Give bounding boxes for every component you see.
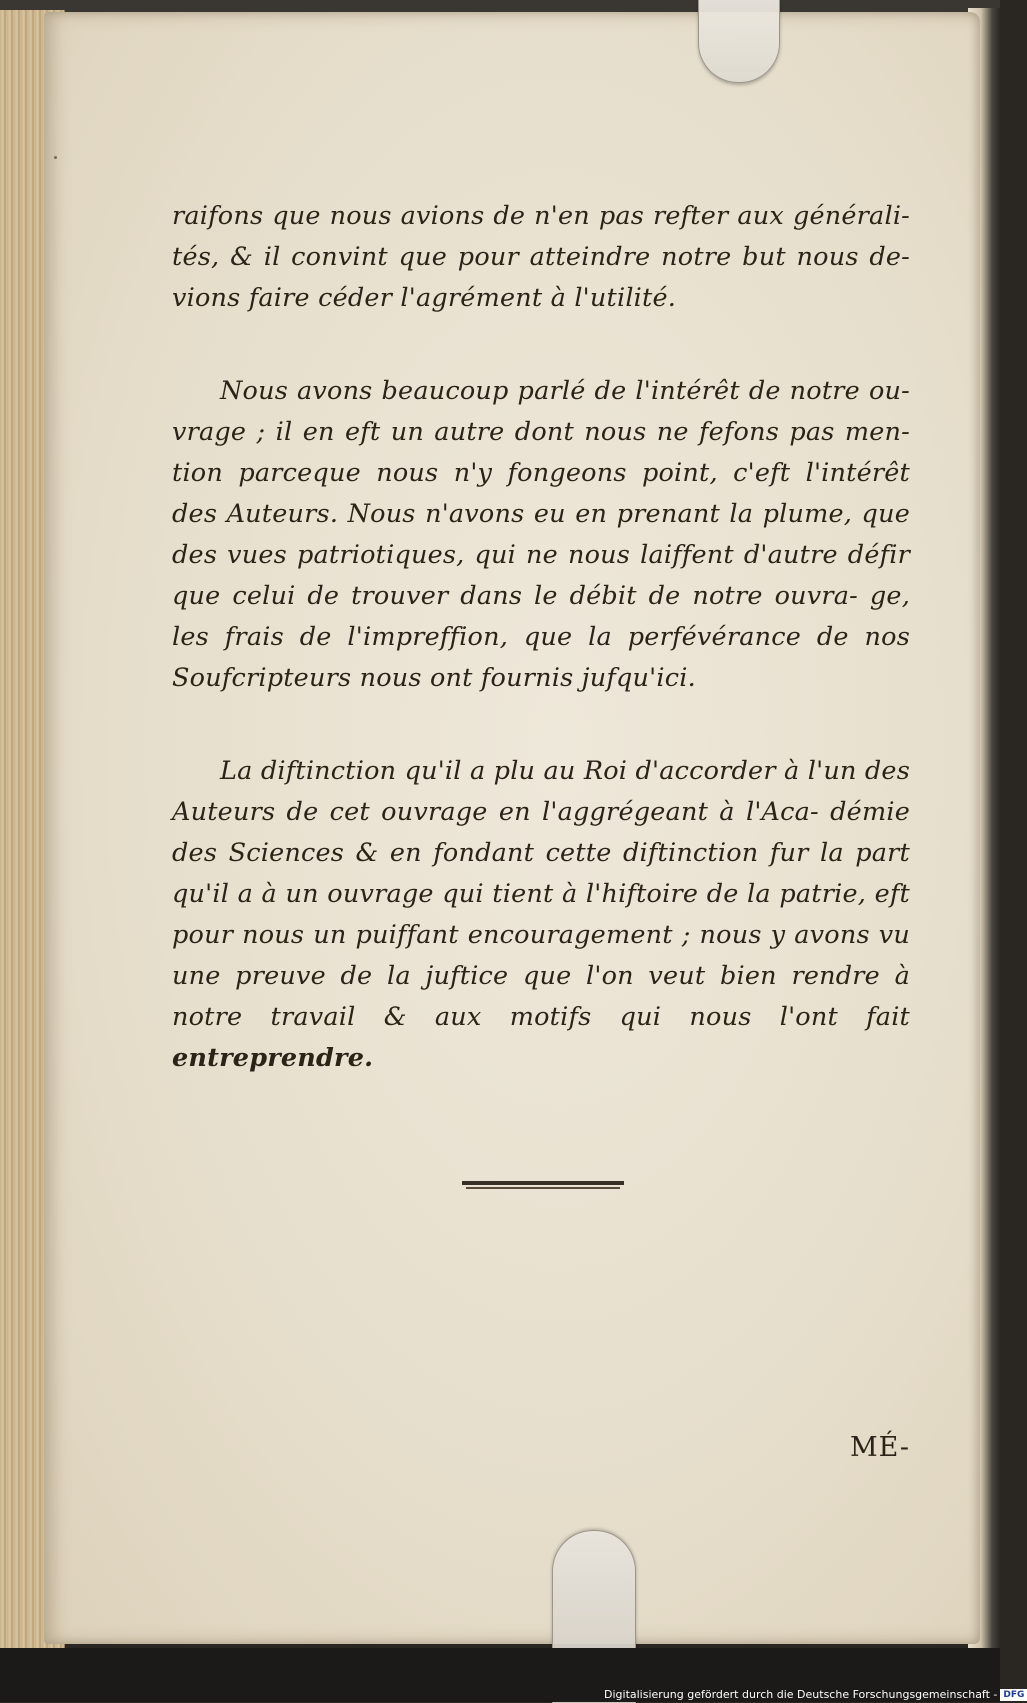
paragraph-2: Nous avons beaucoup parlé de l'intérêt de notre ou- vrage ; il en eft un autre dont nous ne fefons pas men- tion parceque nous n'y fongeons point, c'eft l'intérêt des Auteurs. Nous n'avons eu en prenant la plume, que des vues patriotiques, qui ne nous laiffent d'autre défir que celui de trouver dans le débit de notre ouvra- ge, les frais de l'impreffion, que la perfévérance de nos Soufcripteurs nous ont fournis jufqu'ici. bbox=[172, 376, 910, 693]
paragraph-1: raifons que nous avions de n'en pas refter aux générali- tés, & il convint que pour atteindre notre but nous de- vions faire céder l'agrément à l'utilité. bbox=[172, 201, 910, 313]
dfg-logo: DFG bbox=[1000, 1689, 1027, 1701]
decorative-rule-thin bbox=[466, 1187, 620, 1189]
page-speck bbox=[54, 156, 57, 159]
decorative-rule bbox=[462, 1181, 624, 1190]
decorative-rule-thick bbox=[462, 1181, 624, 1185]
paragraph-3-body: La diftinction qu'il a plu au Roi d'accorder à l'un des Auteurs de cet ouvrage en l'aggrégeant à l'Aca- démie des Sciences & en fondant cette diftinction fur la part qu'il a à un ouvrage qui tient à l'hiftoire de la patrie, eft pour nous un puiffant encouragement ; nous y avons vu une preuve de la juftice que l'on veut bien rendre à notre travail & aux motifs qui nous l'ont fait bbox=[172, 756, 910, 1032]
paragraph-3 bbox=[172, 751, 910, 1079]
credit-text: Digitalisierung gefördert durch die Deutsche Forschungsgemeinschaft - bbox=[604, 1688, 998, 1701]
digitization-credit bbox=[604, 1688, 1025, 1702]
scanner-clip-top bbox=[698, 0, 780, 83]
catchword: MÉ- bbox=[850, 1432, 910, 1463]
paragraph-3-tail: entreprendre. bbox=[172, 1043, 374, 1073]
